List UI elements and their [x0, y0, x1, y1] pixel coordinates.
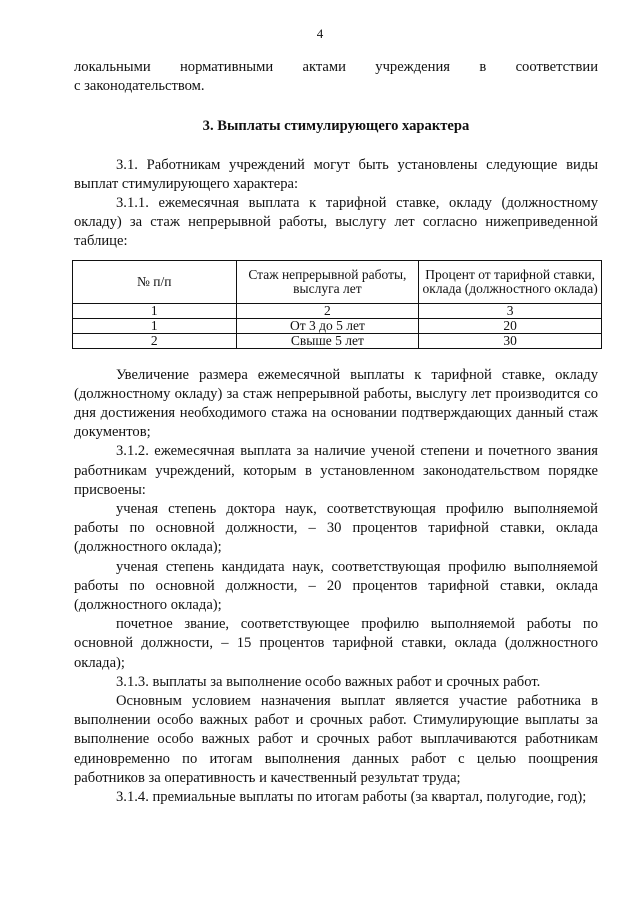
header-percent: Процент от тарифной ставки, оклада (должностного оклада)	[419, 260, 602, 303]
table-cell: 2	[73, 333, 237, 348]
paragraph-3-1-2: 3.1.2. ежемесячная выплата за наличие ученой степени и почетного звания работникам учреждений, которым в установленном законодательством порядке присвоены:	[74, 443, 598, 498]
table-cell: От 3 до 5 лет	[236, 318, 419, 333]
table-cell: 30	[419, 333, 602, 348]
table-cell: 2	[236, 303, 419, 318]
paragraph-doctor-degree: ученая степень доктора наук, соответствующая профилю выполняемой работы по основной должности, – 30 процентов тарифной ставки, оклада (должностного оклада);	[74, 501, 598, 556]
header-number: № п/п	[73, 260, 237, 303]
table-cell: 3	[419, 303, 602, 318]
document-body	[74, 58, 598, 807]
table-cell: 1	[73, 303, 237, 318]
table-row	[73, 318, 602, 333]
table-cell: 1	[73, 318, 237, 333]
paragraph-honorary-title: почетное звание, соответствующее профилю выполняемой работы по основной должности, – 15 процентов тарифной ставки, оклада (должностного оклада);	[74, 616, 598, 671]
paragraph-3-1-3: 3.1.3. выплаты за выполнение особо важных работ и срочных работ.	[116, 673, 541, 690]
table-cell: 20	[419, 318, 602, 333]
section-heading: 3. Выплаты стимулирующего характера	[202, 118, 470, 135]
table-header-row	[73, 260, 602, 303]
page-number: 4	[316, 26, 324, 41]
header-seniority: Стаж непрерывной работы, выслуга лет	[236, 260, 419, 303]
paragraph-main-condition: Основным условием назначения выплат является участие работника в выполнении особо важных работ и срочных работ. Стимулирующие выплаты за выполнение особо важных работ и срочных работ выплачиваются работникам единовременно по итогам выполнения данных работ с целью поощрения работников за оперативность и качественный результат труда;	[74, 693, 598, 786]
continuation-line: локальными нормативными актами учреждения в соответствии	[74, 59, 599, 75]
paragraph-candidate-degree: ученая степень кандидата наук, соответствующая профилю выполняемой работы по основной должности, – 20 процентов тарифной ставки, оклада (должностного оклада);	[74, 558, 598, 614]
seniority-table	[72, 260, 602, 349]
table-row	[73, 333, 602, 348]
table-row	[73, 303, 602, 318]
paragraph-3-1-4: 3.1.4. премиальные выплаты по итогам работы (за квартал, полугодие, год);	[116, 789, 587, 806]
paragraph-3-1: 3.1. Работникам учреждений могут быть установлены следующие виды выплат стимулирующего характера:	[74, 156, 598, 192]
paragraph-3-1-1: 3.1.1. ежемесячная выплата к тарифной ставке, окладу (должностному окладу) за стаж непрерывной работы, выслугу лет согласно нижеприведенной таблице:	[74, 195, 598, 250]
table-cell: Свыше 5 лет	[236, 333, 419, 348]
continuation-line-end: с законодательством.	[74, 78, 205, 95]
paragraph-increase: Увеличение размера ежемесячной выплаты к тарифной ставке, окладу (должностному окладу) за стаж непрерывной работы, выслугу лет производится со дня достижения необходимого стажа на основании подтверждающих данный стаж документов;	[74, 366, 598, 441]
